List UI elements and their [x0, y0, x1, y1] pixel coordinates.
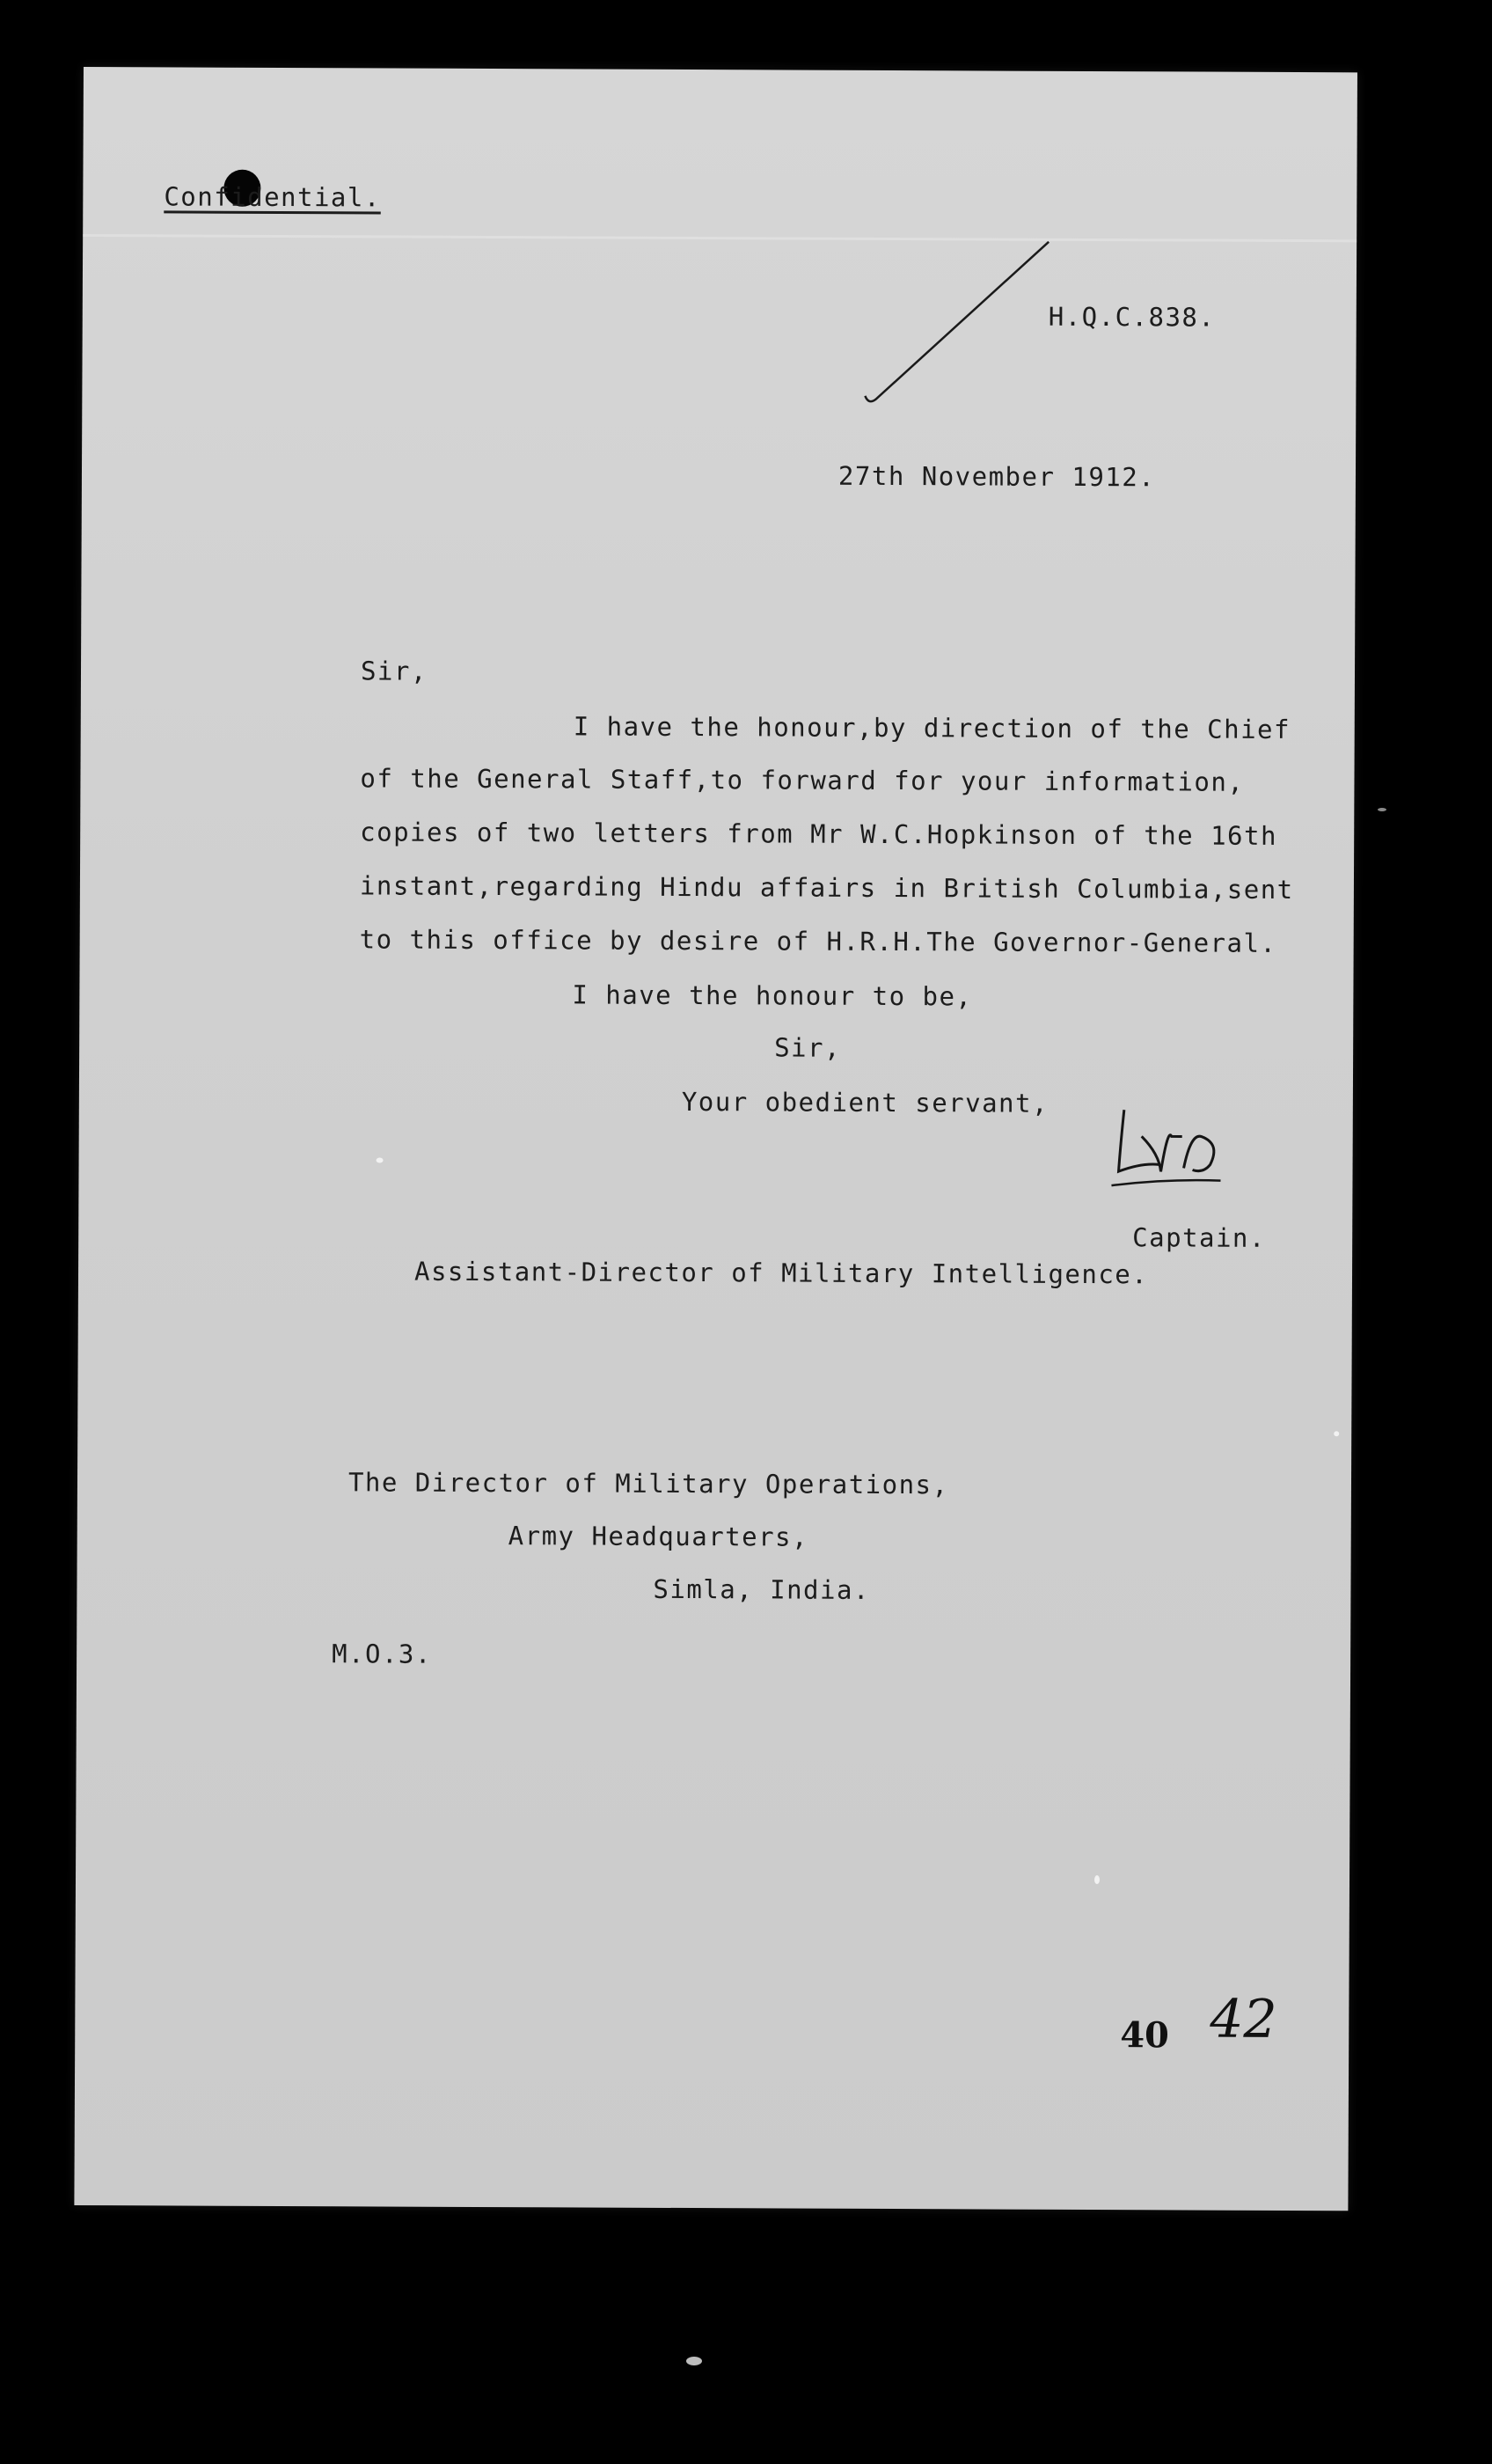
- body-line: to this office by desire of H.R.H.The Governor-General.: [359, 924, 1277, 958]
- body-line: copies of two letters from Mr W.C.Hopkinson of the 16th: [360, 817, 1278, 851]
- check-mark-icon: [856, 238, 1068, 414]
- address-line: The Director of Military Operations,: [347, 1467, 949, 1500]
- paper-speck: [1334, 1431, 1339, 1436]
- folio-number: 40: [1120, 2014, 1170, 2057]
- scan-speck: [1378, 808, 1386, 811]
- signature-mark: [1106, 1101, 1238, 1199]
- body-line: of the General Staff,to forward for your information,: [360, 763, 1245, 797]
- reference-number: H.Q.C.838.: [1048, 301, 1216, 333]
- signatory-rank: Captain.: [1132, 1222, 1266, 1253]
- body-line: instant,regarding Hindu affairs in British Columbia,sent: [359, 870, 1294, 906]
- address-line: Army Headquarters,: [508, 1521, 809, 1552]
- address-reference: M.O.3.: [332, 1639, 432, 1669]
- closing-line: Your obedient servant,: [681, 1086, 1050, 1118]
- body-line: I have the honour,by direction of the Chief: [573, 711, 1291, 744]
- handwritten-folio-number: 42: [1210, 1988, 1277, 2050]
- document-page: [74, 67, 1357, 2211]
- paper-speck: [1094, 1875, 1100, 1884]
- confidential-heading: Confidential.: [164, 181, 381, 213]
- closing-line: Sir,: [774, 1032, 842, 1063]
- closing-line: I have the honour to be,: [572, 979, 973, 1012]
- paper-speck: [377, 1157, 384, 1162]
- salutation: Sir,: [360, 656, 428, 686]
- scan-speck: [686, 2357, 702, 2365]
- signatory-designation: Assistant-Director of Military Intelligence.: [413, 1256, 1149, 1290]
- address-line: Simla, India.: [653, 1573, 871, 1605]
- letter-date: 27th November 1912.: [837, 460, 1156, 493]
